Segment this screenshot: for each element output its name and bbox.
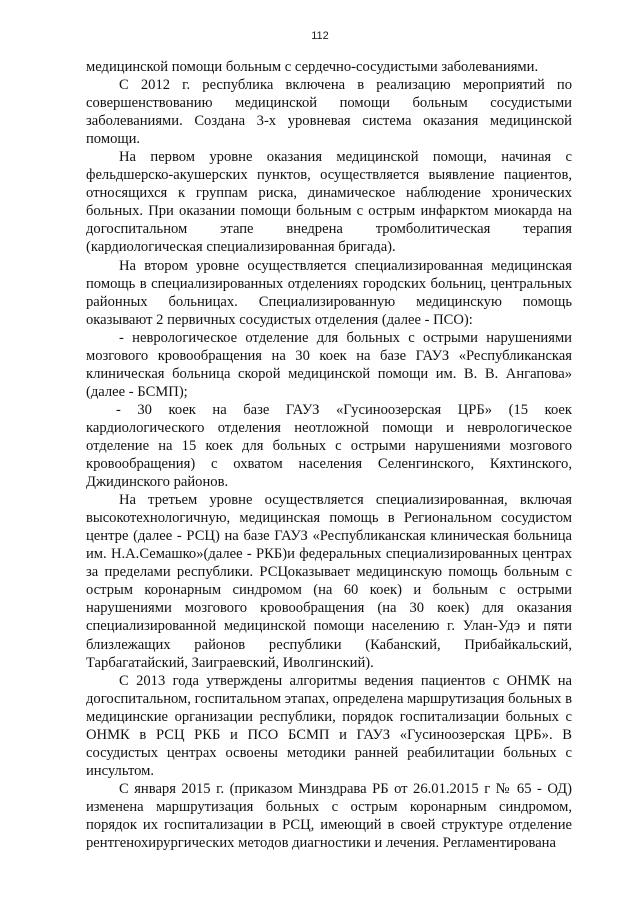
paragraph-2015-routing: С января 2015 г. (приказом Минздрава РБ от 26.01.2015 г № 65 - ОД) изменена маршрутизация больных с острым коронарным синдромом, порядок их госпитализации в РСЦ, имеющий в своей структуре отделение рентгенохирургических методов диагностики и лечения. Регламентирована bbox=[86, 780, 572, 852]
paragraph-2013-algorithms: С 2013 года утверждены алгоритмы ведения пациентов с ОНМК на догоспитальном, госпитальном этапах, определена маршрутизация больных в медицинские организации республики, порядок госпитализации больных с ОНМК в РСЦ РКБ и ПСО БСМП и ГАУЗ «Гусиноозерская ЦРБ». В сосудистых центрах освоены методики ранней реабилитации больных с инсультом. bbox=[86, 672, 572, 779]
paragraph-third-level: На третьем уровне осуществляется специализированная, включая высокотехнологичную, медицинская помощь в Региональном сосудистом центре (далее - РСЦ) на базе ГАУЗ «Республиканская клиническая больница им. Н.А.Семашко»(далее - РКБ)и федеральных специализированных центрах за пределами республики. РСЦоказывает медицинскую помощь больным с острым коронарным синдромом (на 60 коек) и больным с острыми нарушениями мозгового кровообращения (на 30 коек) для оказания специализированной медицинской помощи населению г. Улан-Удэ и пяти близлежащих районов республики (Кабанский, Прибайкальский, Тарбагатайский, Заиграевский, Иволгинский). bbox=[86, 492, 572, 671]
paragraph-first-level: На первом уровне оказания медицинской помощи, начиная с фельдшерско-акушерских пунктов, осуществляется выявление пациентов, относящихся к группам риска, динамическое наблюдение хронических больных. При оказании помощи больным с острым инфарктом миокарда на догоспитальном этапе внедрена тромболитическая терапия (кардиологическая специализированная бригада). bbox=[86, 149, 572, 256]
list-item-neurology-department: - неврологическое отделение для больных с острыми нарушениями мозгового кровообращения на 30 коек на базе ГАУЗ «Республиканская клиническая больница скорой медицинской помощи им. В. В. Ангапова» (далее - БСМП); bbox=[86, 329, 572, 400]
page-number: 112 bbox=[311, 30, 329, 42]
paragraph-2012-program: С 2012 г. республика включена в реализацию мероприятий по совершенствованию медицинской помощи больным сосудистыми заболеваниями. Создана 3-х уровневая система оказания медицинской помощи. bbox=[86, 77, 572, 148]
list-item-gusinoozersk-beds: - 30 коек на базе ГАУЗ «Гусиноозерская ЦРБ» (15 коек кардиологического отделения неотложной помощи и неврологическое отделение на 15 коек для больных с острыми нарушениями мозгового кровообращения) с охватом населения Селенгинского, Кяхтинского, Джидинского районов. bbox=[86, 401, 572, 491]
paragraph-continuation: медицинской помощи больным с сердечно-сосудистыми заболеваниями. bbox=[86, 59, 539, 75]
document-body bbox=[86, 58, 572, 852]
paragraph-second-level: На втором уровне осуществляется специализированная медицинская помощь в специализированных отделениях городских больниц, центральных районных больницах. Специализированную медицинскую помощь оказывают 2 первичных сосудистых отделения (далее - ПСО): bbox=[86, 257, 572, 328]
